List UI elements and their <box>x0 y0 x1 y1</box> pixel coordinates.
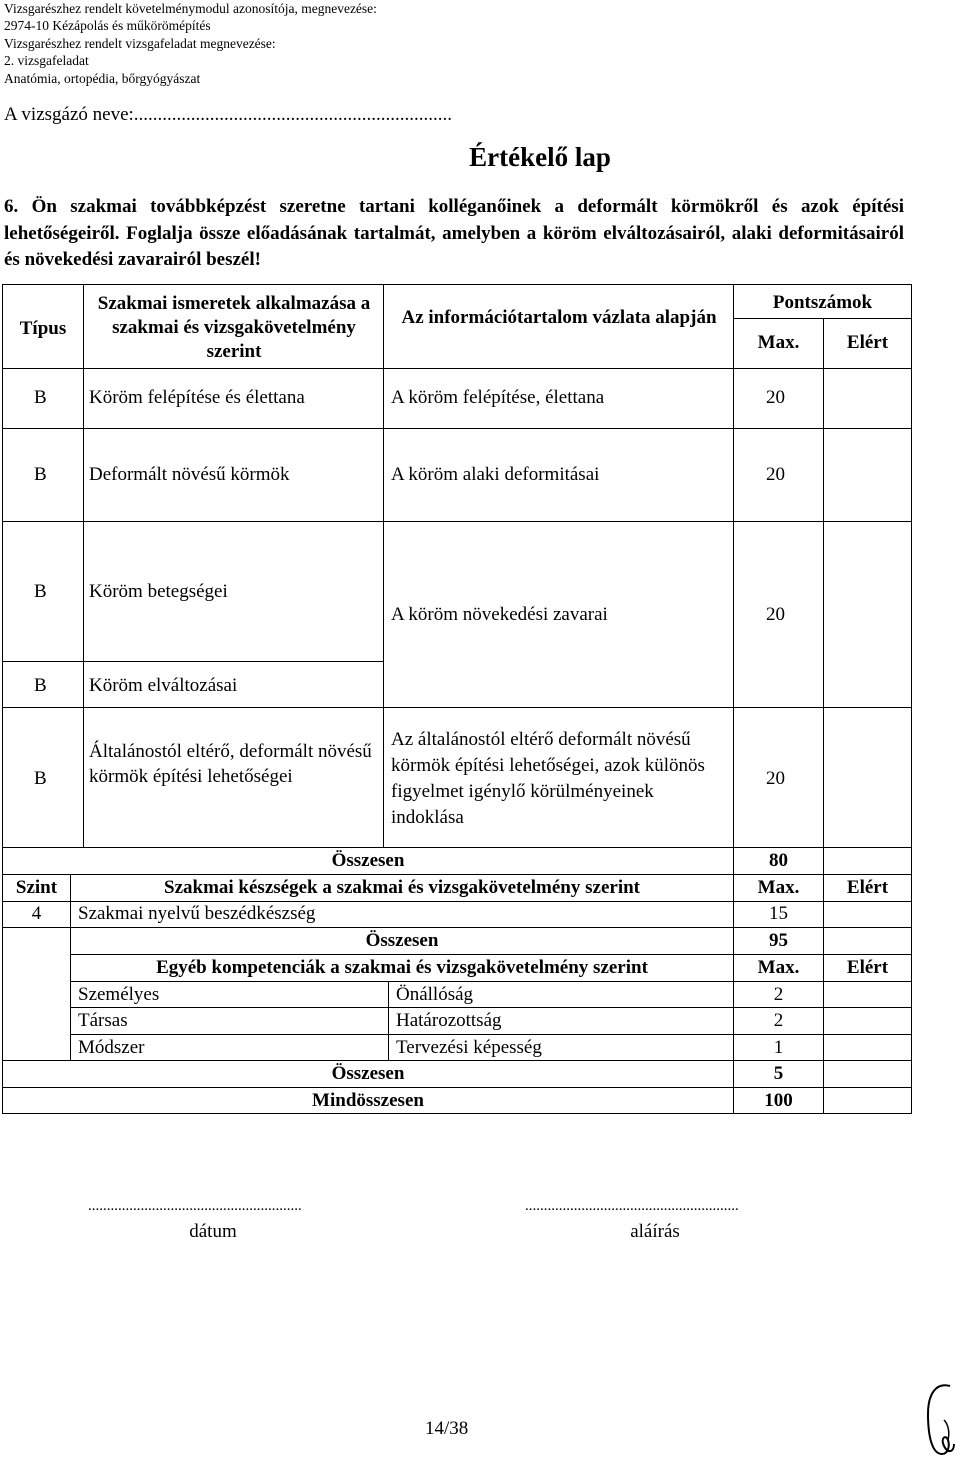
header-line-4: 2. vizsgafeladat <box>4 53 89 69</box>
row-1-max: 20 <box>766 387 785 408</box>
row-2-info: A köröm alaki deformitásai <box>391 464 600 485</box>
mindosszesen-label: Mindösszesen <box>312 1090 424 1111</box>
header-line-3: Vizsgarészhez rendelt vizsgafeladat megnevezése: <box>4 35 276 51</box>
competency-row-1-name: Önállóság <box>396 984 474 1005</box>
mindosszesen-value: 100 <box>764 1090 793 1111</box>
row-2-tipus: B <box>34 464 47 485</box>
skills-row-szint: 4 <box>31 903 42 924</box>
date-label: dátum <box>189 1221 237 1242</box>
col-header-max: Max. <box>757 332 800 353</box>
osszesen-value-2: 95 <box>769 930 788 951</box>
row-2-max: 20 <box>766 464 785 485</box>
row-5-info: Az általánostól eltérő deformált növésű körmök építési lehetőségei, azok különös figyelmet igénylő körülményeinek indoklása <box>391 729 705 828</box>
signature-label: aláírás <box>630 1221 680 1242</box>
competency-row-2-kat: Társas <box>78 1010 128 1031</box>
row-1-szakmai: Köröm felépítése és élettana <box>89 387 305 408</box>
competency-row-3-kat: Módszer <box>78 1037 145 1058</box>
skills-header-elert: Elért <box>846 877 889 898</box>
col-header-elert: Elért <box>846 332 889 353</box>
osszesen-label-2: Összesen <box>365 930 439 951</box>
competency-row-1-kat: Személyes <box>78 984 160 1005</box>
skills-header-max: Max. <box>757 877 800 898</box>
row-5-max: 20 <box>766 768 785 789</box>
header-line-2: 2974-10 Kézápolás és műkörömépítés <box>4 18 211 34</box>
row-2-szakmai: Deformált növésű körmök <box>89 464 290 485</box>
skills-header-szint: Szint <box>15 877 58 898</box>
row-5-tipus: B <box>34 768 47 789</box>
handwritten-initial-icon <box>920 1380 958 1460</box>
date-dotted-line: ......................................................... <box>88 1198 302 1214</box>
row-3-info: A köröm növekedési zavarai <box>391 604 608 625</box>
row-1-info: A köröm felépítése, élettana <box>391 387 605 408</box>
skills-header-label: Szakmai készségek a szakmai és vizsgakövetelmény szerint <box>164 877 640 898</box>
competency-header-max: Max. <box>757 957 800 978</box>
competency-row-1-max: 2 <box>773 984 784 1005</box>
osszesen-value-1: 80 <box>769 850 788 871</box>
header-line-5: Anatómia, ortopédia, bőrgyógyászat <box>4 70 201 86</box>
page-title: Értékelő lap <box>469 142 611 172</box>
row-5-szakmai: Általánostól eltérő, deformált növésű körmök építési lehetőségei <box>89 741 372 787</box>
osszesen-value-3: 5 <box>773 1063 784 1084</box>
osszesen-label-1: Összesen <box>331 850 405 871</box>
row-3-tipus: B <box>34 581 47 602</box>
competency-header-elert: Elért <box>846 957 889 978</box>
competency-row-2-name: Határozottság <box>396 1010 502 1031</box>
col-header-tipus: Típus <box>19 318 67 339</box>
competency-header-label: Egyéb kompetenciák a szakmai és vizsgakövetelmény szerint <box>156 957 648 978</box>
row-4-tipus: B <box>34 675 47 696</box>
page-number: 14/38 <box>425 1418 469 1439</box>
osszesen-label-3: Összesen <box>331 1063 405 1084</box>
col-header-pontszamok: Pontszámok <box>772 292 873 313</box>
skills-row-label: Szakmai nyelvű beszédkészség <box>78 903 316 924</box>
row-3-szakmai: Köröm betegségei <box>89 581 228 602</box>
competency-row-2-max: 2 <box>773 1010 784 1031</box>
row-1-tipus: B <box>34 387 47 408</box>
competency-row-3-max: 1 <box>773 1037 784 1058</box>
header-line-1: Vizsgarészhez rendelt követelménymodul azonosítója, megnevezése: <box>4 1 377 16</box>
col-header-info: Az információtartalom vázlata alapján <box>401 307 717 328</box>
document-header <box>4 0 377 87</box>
col-header-szakmai: Szakmai ismeretek alkalmazása a szakmai és vizsgakövetelmény szerint <box>97 293 371 362</box>
competency-row-3-name: Tervezési képesség <box>396 1037 542 1058</box>
skills-row-max: 15 <box>769 903 788 924</box>
signature-dotted-line: ......................................................... <box>525 1198 739 1214</box>
row-4-szakmai: Köröm elváltozásai <box>89 675 238 696</box>
row-3-max: 20 <box>766 604 785 625</box>
examinee-name-field: A vizsgázó neve:................................................................... <box>4 104 453 125</box>
task-description: 6. Ön szakmai továbbképzést szeretne tartani kolléganőinek a deformált körmökről és azok építési lehetőségeiről. Foglalja össze előadásának tartalmát, amelyben a köröm elváltozásairól, alaki deformitásairól és növekedési zavarairól beszél! <box>4 196 904 270</box>
